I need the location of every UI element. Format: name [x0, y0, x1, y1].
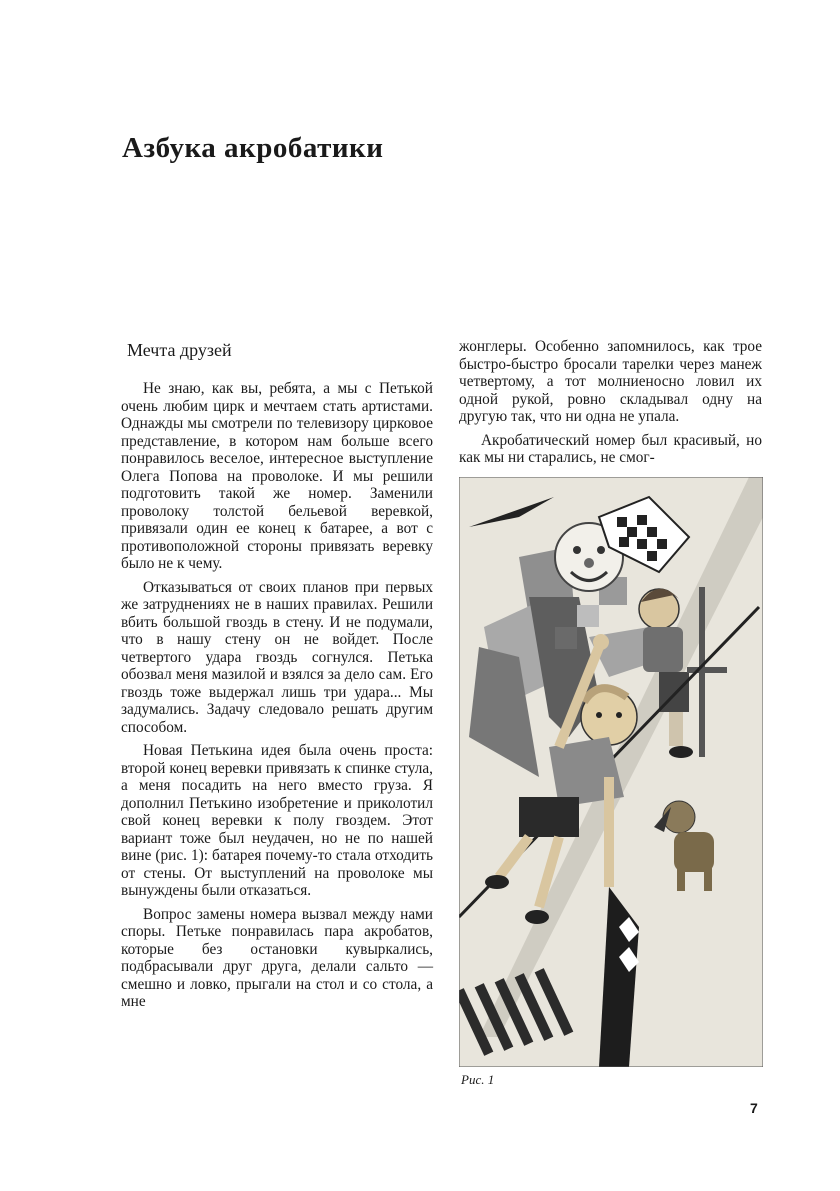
illustration: [459, 477, 763, 1067]
paragraph: Не знаю, как вы, ребята, а мы с Петькой очень любим цирк и мечтаем стать артистами. Однажды мы смотрели по телевизору цирковое представление, в котором нам больше всего понравилось веселое, интересное выступление Олега Попова на проволоке. И мы решили подготовить такой же номер. Заменили проволоку толстой бельевой веревкой, привязали один ее конец к батарее, а вот с противоположной стороны привязать веревку было не к чему.: [121, 380, 433, 572]
paragraph: Новая Петькина идея была очень проста: второй конец веревки привязать к спинке стула, а меня посадить на него вместо груза. Я дополнил Петькино изобретение и приколотил свой конец веревки к полу гвоздем. Этот вариант тоже был неудачен, но не по нашей вине (рис. 1): батарея почему-то стала отходить от стены. От выступлений на проволоке мы вынуждены были отказаться.: [121, 742, 433, 899]
section-title: Мечта друзей: [127, 340, 232, 360]
paragraph: Акробатический номер был красивый, но как мы ни старались, не смог-: [459, 431, 762, 466]
paragraph: Вопрос замены номера вызвал между нами споры. Петьке понравилась пара акробатов, которые без остановки кувыркались, подбрасывали друг друга, делали сальто — смешно и ловко, прыгали на стол и со стола, а мне: [121, 905, 433, 1010]
chapter-title: Азбука акробатики: [122, 132, 384, 164]
page-number: 7: [750, 1100, 758, 1116]
paragraph: жонглеры. Особенно запомнилось, как трое быстро-быстро бросали тарелки через манеж четвертому, а тот молниеносно ловил их одной рукой, ровно складывал одну на другую так, что ни одна не упала.: [459, 338, 762, 425]
right-column: [459, 338, 762, 473]
paragraph: Отказываться от своих планов при первых же затруднениях не в наших правилах. Решили вбить большой гвоздь в стену. И не подумали, что в нашу стену он не войдет. После четвертого удара гвоздь согнулся. Петька обозвал меня мазилой и взялся за дело сам. Его гвоздь тоже выдержал лишь три удара... Мы задумались. Задачу следовало решать другим способом.: [121, 578, 433, 736]
figure-caption: Рис. 1: [461, 1072, 495, 1087]
left-column: [121, 380, 433, 1017]
illustration-drawing: [459, 477, 763, 1067]
